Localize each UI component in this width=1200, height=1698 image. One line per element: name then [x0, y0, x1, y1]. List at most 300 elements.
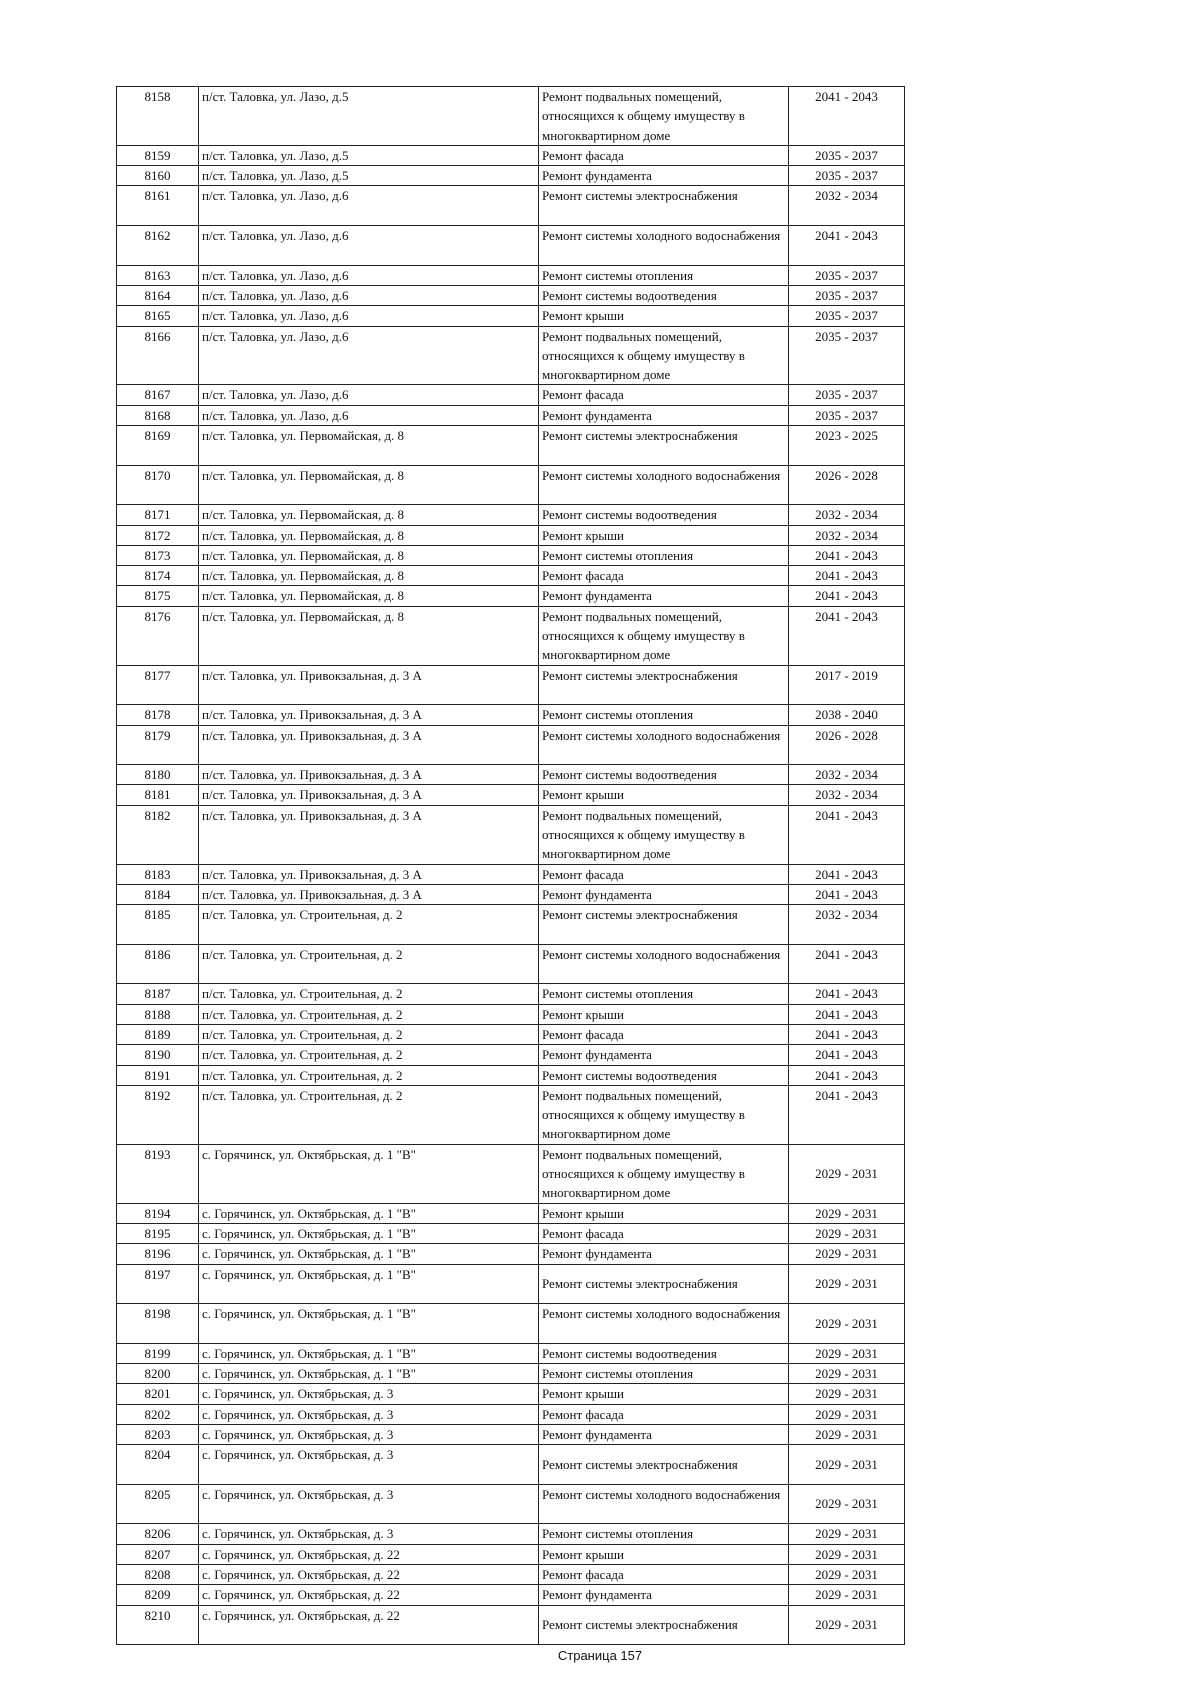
period-cell — [789, 884, 905, 904]
work-type-cell-text: Ремонт системы электроснабжения — [542, 1456, 738, 1472]
period-cell — [789, 265, 905, 285]
work-type-cell — [539, 505, 789, 525]
address-cell — [199, 586, 539, 606]
row-number-cell-text: 8170 — [144, 467, 171, 483]
address-cell-text: п/ст. Таловка, ул. Лазо, д.6 — [202, 407, 349, 423]
period-cell-text: 2041 - 2043 — [815, 89, 878, 104]
work-type-cell — [539, 1045, 789, 1065]
period-cell-text: 2023 - 2025 — [815, 428, 878, 444]
row-number-cell — [117, 884, 199, 904]
work-type-cell-text: Ремонт системы водоотведения — [542, 507, 717, 523]
row-number-cell — [117, 265, 199, 285]
work-type-cell — [539, 326, 789, 385]
row-number-cell — [117, 1384, 199, 1404]
period-cell-text: 2041 - 2043 — [815, 886, 878, 902]
address-cell-text: п/ст. Таловка, ул. Первомайская, д. 8 — [202, 428, 405, 444]
row-number-cell — [117, 805, 199, 864]
address-cell-text: с. Горячинск, ул. Октябрьская, д. 1 "В" — [202, 1146, 416, 1162]
address-cell-text: п/ст. Таловка, ул. Лазо, д.5 — [202, 168, 349, 184]
period-cell-text: 2035 - 2037 — [815, 387, 878, 403]
address-cell — [199, 326, 539, 385]
period-cell — [789, 385, 905, 405]
row-number-cell — [117, 186, 199, 226]
address-cell — [199, 1564, 539, 1584]
table-row — [117, 665, 905, 705]
period-cell-text: 2032 - 2034 — [815, 188, 878, 204]
table-row — [117, 944, 905, 984]
period-cell — [789, 1045, 905, 1065]
work-type-cell — [539, 586, 789, 606]
period-cell — [789, 1585, 905, 1605]
work-type-cell — [539, 1144, 789, 1203]
table-row — [117, 87, 905, 146]
address-cell — [199, 905, 539, 945]
row-number-cell — [117, 1264, 199, 1304]
work-type-cell-text: Ремонт фасада — [542, 1406, 624, 1422]
row-number-cell — [117, 226, 199, 266]
row-number-cell-text: 8177 — [144, 667, 171, 683]
row-number-cell-text: 8173 — [144, 547, 171, 563]
address-cell — [199, 1484, 539, 1524]
work-type-cell-text: Ремонт системы водоотведения — [542, 1067, 717, 1083]
period-cell — [789, 1085, 905, 1144]
work-type-cell — [539, 566, 789, 586]
table-row — [117, 1065, 905, 1085]
period-cell — [789, 1244, 905, 1264]
row-number-cell — [117, 725, 199, 765]
address-cell — [199, 525, 539, 545]
row-number-cell — [117, 1605, 199, 1645]
work-type-cell-text: Ремонт системы холодного водоснабжения — [542, 1306, 781, 1322]
row-number-cell — [117, 1223, 199, 1243]
table-row — [117, 705, 905, 725]
work-type-cell-text: Ремонт фасада — [542, 1026, 624, 1042]
address-cell-text: с. Горячинск, ул. Октябрьская, д. 22 — [202, 1546, 400, 1562]
row-number-cell — [117, 385, 199, 405]
address-cell — [199, 765, 539, 785]
address-cell-text: п/ст. Таловка, ул. Привокзальная, д. 3 А — [202, 787, 422, 803]
address-cell-text: с. Горячинск, ул. Октябрьская, д. 3 — [202, 1447, 394, 1463]
row-number-cell — [117, 405, 199, 425]
table-row — [117, 606, 905, 665]
period-cell — [789, 905, 905, 945]
row-number-cell-text: 8163 — [144, 267, 171, 283]
address-cell — [199, 944, 539, 984]
work-type-cell-text: Ремонт системы электроснабжения — [542, 188, 738, 204]
work-type-cell — [539, 1564, 789, 1584]
period-cell — [789, 665, 905, 705]
work-type-cell-text: Ремонт фасада — [542, 568, 624, 584]
work-type-cell-text: Ремонт системы холодного водоснабжения — [542, 727, 781, 743]
address-cell — [199, 606, 539, 665]
row-number-cell-text: 8160 — [144, 168, 171, 184]
work-type-cell — [539, 1203, 789, 1223]
address-cell — [199, 1004, 539, 1024]
address-cell-text: п/ст. Таловка, ул. Строительная, д. 2 — [202, 1087, 403, 1103]
work-type-cell — [539, 1384, 789, 1404]
row-number-cell — [117, 1364, 199, 1384]
address-cell — [199, 1024, 539, 1044]
work-type-cell — [539, 1524, 789, 1544]
row-number-cell-text: 8174 — [144, 568, 171, 584]
address-cell — [199, 566, 539, 586]
work-type-cell-text: Ремонт фундамента — [542, 1047, 652, 1063]
row-number-cell — [117, 984, 199, 1004]
period-cell-text: 2029 - 2031 — [815, 1205, 878, 1221]
address-cell — [199, 1045, 539, 1065]
row-number-cell-text: 8178 — [144, 707, 171, 723]
work-type-cell — [539, 1404, 789, 1424]
work-type-cell — [539, 1244, 789, 1264]
address-cell — [199, 1364, 539, 1384]
period-cell — [789, 1445, 905, 1485]
row-number-cell-text: 8206 — [144, 1526, 171, 1542]
row-number-cell-text: 8189 — [144, 1026, 171, 1042]
address-cell — [199, 505, 539, 525]
address-cell — [199, 785, 539, 805]
table-row — [117, 1343, 905, 1363]
row-number-cell-text: 8179 — [144, 727, 171, 743]
row-number-cell-text: 8161 — [144, 188, 171, 204]
address-cell-text: п/ст. Таловка, ул. Строительная, д. 2 — [202, 986, 403, 1002]
table-row — [117, 905, 905, 945]
period-cell — [789, 705, 905, 725]
work-type-cell — [539, 785, 789, 805]
work-type-cell — [539, 385, 789, 405]
period-cell-text: 2029 - 2031 — [815, 1166, 878, 1182]
work-type-cell-text: Ремонт фасада — [542, 147, 624, 163]
period-cell — [789, 1364, 905, 1384]
table-row — [117, 265, 905, 285]
address-cell-text: с. Горячинск, ул. Октябрьская, д. 22 — [202, 1566, 400, 1582]
work-type-cell-text: Ремонт системы отопления — [542, 1366, 694, 1381]
work-type-cell-text: Ремонт подвальных помещений, относящихся к общему имуществу в многоквартирном доме — [542, 1146, 745, 1201]
row-number-cell — [117, 1244, 199, 1264]
address-cell — [199, 1304, 539, 1344]
period-cell-text: 2029 - 2031 — [815, 1546, 878, 1562]
table-row — [117, 1445, 905, 1485]
row-number-cell-text: 8185 — [144, 907, 171, 923]
row-number-cell-text: 8166 — [144, 328, 171, 344]
row-number-cell-text: 8180 — [144, 767, 171, 783]
work-type-cell — [539, 1484, 789, 1524]
work-type-cell-text: Ремонт подвальных помещений, относящихся к общему имуществу в многоквартирном доме — [542, 89, 745, 143]
address-cell-text: п/ст. Таловка, ул. Лазо, д.5 — [202, 147, 349, 163]
address-cell — [199, 665, 539, 705]
row-number-cell-text: 8207 — [144, 1546, 171, 1562]
address-cell-text: с. Горячинск, ул. Октябрьская, д. 3 — [202, 1406, 394, 1422]
address-cell-text: п/ст. Таловка, ул. Привокзальная, д. 3 А — [202, 667, 422, 683]
row-number-cell-text: 8187 — [144, 986, 171, 1002]
row-number-cell-text: 8169 — [144, 428, 171, 444]
work-type-cell — [539, 1304, 789, 1344]
work-type-cell-text: Ремонт системы электроснабжения — [542, 1276, 738, 1292]
row-number-cell-text: 8208 — [144, 1566, 171, 1582]
period-cell-text: 2041 - 2043 — [815, 1067, 878, 1083]
address-cell-text: п/ст. Таловка, ул. Строительная, д. 2 — [202, 1047, 403, 1063]
work-type-cell — [539, 405, 789, 425]
period-cell-text: 2029 - 2031 — [815, 1456, 878, 1472]
row-number-cell-text: 8176 — [144, 608, 171, 624]
row-number-cell — [117, 326, 199, 385]
work-type-cell-text: Ремонт фундамента — [542, 168, 652, 184]
period-cell-text: 2041 - 2043 — [815, 1047, 878, 1063]
address-cell-text: п/ст. Таловка, ул. Лазо, д.6 — [202, 387, 349, 403]
address-cell-text: п/ст. Таловка, ул. Привокзальная, д. 3 А — [202, 727, 422, 743]
table-row — [117, 1264, 905, 1304]
period-cell — [789, 606, 905, 665]
row-number-cell — [117, 566, 199, 586]
period-cell-text: 2029 - 2031 — [815, 1315, 878, 1331]
row-number-cell — [117, 944, 199, 984]
address-cell — [199, 226, 539, 266]
period-cell-text: 2041 - 2043 — [815, 1087, 878, 1103]
address-cell-text: п/ст. Таловка, ул. Строительная, д. 2 — [202, 946, 403, 962]
period-cell — [789, 1404, 905, 1424]
address-cell-text: п/ст. Таловка, ул. Лазо, д.6 — [202, 267, 349, 283]
period-cell — [789, 984, 905, 1004]
address-cell-text: п/ст. Таловка, ул. Первомайская, д. 8 — [202, 608, 405, 624]
work-type-cell — [539, 665, 789, 705]
period-cell-text: 2032 - 2034 — [815, 507, 878, 523]
work-type-cell — [539, 1605, 789, 1645]
address-cell — [199, 265, 539, 285]
table-row — [117, 984, 905, 1004]
period-cell — [789, 1564, 905, 1584]
work-type-cell — [539, 145, 789, 165]
period-cell — [789, 1065, 905, 1085]
row-number-cell — [117, 1544, 199, 1564]
address-cell — [199, 385, 539, 405]
period-cell-text: 2035 - 2037 — [815, 267, 878, 283]
row-number-cell — [117, 1524, 199, 1544]
work-type-cell — [539, 705, 789, 725]
period-cell-text: 2029 - 2031 — [815, 1566, 878, 1582]
work-type-cell — [539, 1264, 789, 1304]
period-cell — [789, 1144, 905, 1203]
period-cell-text: 2032 - 2034 — [815, 527, 878, 543]
work-type-cell-text: Ремонт системы холодного водоснабжения — [542, 946, 781, 962]
row-number-cell-text: 8172 — [144, 527, 171, 543]
row-number-cell-text: 8193 — [144, 1146, 171, 1162]
work-type-cell-text: Ремонт системы электроснабжения — [542, 1617, 738, 1633]
table-row — [117, 1244, 905, 1264]
address-cell — [199, 87, 539, 146]
address-cell — [199, 984, 539, 1004]
period-cell — [789, 1424, 905, 1444]
work-type-cell-text: Ремонт крыши — [542, 1386, 624, 1402]
address-cell-text: п/ст. Таловка, ул. Лазо, д.6 — [202, 308, 349, 324]
address-cell — [199, 1144, 539, 1203]
period-cell — [789, 1484, 905, 1524]
table-row — [117, 1585, 905, 1605]
row-number-cell — [117, 505, 199, 525]
period-cell — [789, 725, 905, 765]
period-cell — [789, 87, 905, 146]
table-row — [117, 1203, 905, 1223]
row-number-cell-text: 8188 — [144, 1006, 171, 1022]
row-number-cell — [117, 87, 199, 146]
period-cell-text: 2035 - 2037 — [815, 287, 878, 303]
work-type-cell — [539, 285, 789, 305]
work-type-cell-text: Ремонт фасада — [542, 1225, 624, 1241]
period-cell-text: 2041 - 2043 — [815, 547, 878, 563]
work-type-cell-text: Ремонт системы холодного водоснабжения — [542, 1486, 781, 1502]
work-type-cell-text: Ремонт фасада — [542, 1566, 624, 1582]
work-type-cell — [539, 1343, 789, 1363]
period-cell-text: 2041 - 2043 — [815, 807, 878, 823]
address-cell — [199, 1085, 539, 1144]
table-row — [117, 1404, 905, 1424]
work-type-cell-text: Ремонт крыши — [542, 787, 624, 803]
work-type-cell — [539, 1445, 789, 1485]
row-number-cell — [117, 905, 199, 945]
work-type-cell — [539, 1024, 789, 1044]
row-number-cell-text: 8162 — [144, 228, 171, 244]
row-number-cell — [117, 1065, 199, 1085]
period-cell — [789, 186, 905, 226]
address-cell-text: п/ст. Таловка, ул. Строительная, д. 2 — [202, 1006, 403, 1022]
row-number-cell-text: 8194 — [144, 1205, 171, 1221]
period-cell — [789, 805, 905, 864]
table-row — [117, 884, 905, 904]
work-type-cell-text: Ремонт системы отопления — [542, 547, 694, 563]
work-type-cell — [539, 1085, 789, 1144]
work-type-cell — [539, 606, 789, 665]
work-type-cell — [539, 226, 789, 266]
work-type-cell-text: Ремонт фундамента — [542, 1426, 652, 1442]
address-cell — [199, 465, 539, 505]
period-cell-text: 2017 - 2019 — [815, 667, 878, 683]
row-number-cell — [117, 1024, 199, 1044]
table-row — [117, 1304, 905, 1344]
address-cell — [199, 1223, 539, 1243]
period-cell-text: 2038 - 2040 — [815, 707, 878, 723]
row-number-cell-text: 8191 — [144, 1067, 171, 1083]
row-number-cell — [117, 1343, 199, 1363]
address-cell-text: с. Горячинск, ул. Октябрьская, д. 1 "В" — [202, 1266, 416, 1282]
period-cell — [789, 944, 905, 984]
address-cell — [199, 405, 539, 425]
period-cell — [789, 566, 905, 586]
period-cell — [789, 765, 905, 785]
period-cell — [789, 545, 905, 565]
address-cell-text: с. Горячинск, ул. Октябрьская, д. 3 — [202, 1426, 394, 1442]
period-cell-text: 2032 - 2034 — [815, 767, 878, 783]
work-type-cell-text: Ремонт крыши — [542, 1006, 624, 1022]
row-number-cell — [117, 1144, 199, 1203]
period-cell-text: 2029 - 2031 — [815, 1496, 878, 1512]
row-number-cell-text: 8184 — [144, 886, 171, 902]
period-cell-text: 2041 - 2043 — [815, 228, 878, 244]
address-cell — [199, 1264, 539, 1304]
period-cell-text: 2029 - 2031 — [815, 1345, 878, 1361]
address-cell-text: п/ст. Таловка, ул. Лазо, д.6 — [202, 328, 349, 344]
work-type-cell — [539, 166, 789, 186]
row-number-cell-text: 8200 — [144, 1366, 171, 1381]
row-number-cell — [117, 306, 199, 326]
period-cell-text: 2041 - 2043 — [815, 866, 878, 882]
work-type-cell-text: Ремонт системы водоотведения — [542, 767, 717, 783]
work-type-cell — [539, 765, 789, 785]
table-row — [117, 785, 905, 805]
period-cell-text: 2035 - 2037 — [815, 308, 878, 324]
address-cell-text: с. Горячинск, ул. Октябрьская, д. 22 — [202, 1587, 400, 1603]
address-cell-text: с. Горячинск, ул. Октябрьская, д. 1 "В" — [202, 1345, 416, 1361]
work-type-cell — [539, 525, 789, 545]
work-type-cell-text: Ремонт фасада — [542, 387, 624, 403]
work-type-cell — [539, 1364, 789, 1384]
address-cell — [199, 145, 539, 165]
row-number-cell-text: 8168 — [144, 407, 171, 423]
row-number-cell-text: 8186 — [144, 946, 171, 962]
address-cell-text: п/ст. Таловка, ул. Первомайская, д. 8 — [202, 568, 405, 584]
row-number-cell-text: 8204 — [144, 1447, 171, 1463]
period-cell-text: 2032 - 2034 — [815, 907, 878, 923]
row-number-cell-text: 8203 — [144, 1426, 171, 1442]
row-number-cell — [117, 1484, 199, 1524]
address-cell-text: п/ст. Таловка, ул. Строительная, д. 2 — [202, 907, 403, 923]
work-type-cell-text: Ремонт системы водоотведения — [542, 1345, 717, 1361]
address-cell-text: с. Горячинск, ул. Октябрьская, д. 1 "В" — [202, 1246, 416, 1262]
address-cell-text: п/ст. Таловка, ул. Лазо, д.6 — [202, 228, 349, 244]
table-row — [117, 166, 905, 186]
address-cell-text: п/ст. Таловка, ул. Первомайская, д. 8 — [202, 547, 405, 563]
work-type-cell-text: Ремонт подвальных помещений, относящихся к общему имуществу в многоквартирном доме — [542, 328, 745, 383]
address-cell-text: п/ст. Таловка, ул. Первомайская, д. 8 — [202, 588, 405, 604]
table-row — [117, 586, 905, 606]
period-cell — [789, 1264, 905, 1304]
period-cell-text: 2035 - 2037 — [815, 168, 878, 184]
period-cell-text: 2029 - 2031 — [815, 1276, 878, 1292]
address-cell-text: с. Горячинск, ул. Октябрьская, д. 3 — [202, 1526, 394, 1542]
period-cell — [789, 1343, 905, 1363]
row-number-cell-text: 8182 — [144, 807, 171, 823]
row-number-cell-text: 8192 — [144, 1087, 171, 1103]
table-row — [117, 285, 905, 305]
work-type-cell — [539, 1424, 789, 1444]
period-cell — [789, 1384, 905, 1404]
work-type-cell-text: Ремонт подвальных помещений, относящихся к общему имуществу в многоквартирном доме — [542, 807, 745, 862]
row-number-cell — [117, 785, 199, 805]
table-row — [117, 505, 905, 525]
row-number-cell-text: 8210 — [144, 1607, 171, 1623]
period-cell-text: 2029 - 2031 — [815, 1406, 878, 1422]
row-number-cell — [117, 765, 199, 785]
address-cell — [199, 884, 539, 904]
row-number-cell-text: 8171 — [144, 507, 171, 523]
address-cell-text: п/ст. Таловка, ул. Привокзальная, д. 3 А — [202, 866, 422, 882]
table-row — [117, 525, 905, 545]
row-number-cell-text: 8202 — [144, 1406, 171, 1422]
address-cell — [199, 1605, 539, 1645]
period-cell-text: 2041 - 2043 — [815, 608, 878, 624]
work-type-cell-text: Ремонт системы отопления — [542, 707, 694, 723]
row-number-cell — [117, 166, 199, 186]
period-cell — [789, 226, 905, 266]
work-type-cell — [539, 545, 789, 565]
table-row — [117, 465, 905, 505]
row-number-cell — [117, 1424, 199, 1444]
period-cell-text: 2029 - 2031 — [815, 1246, 878, 1262]
address-cell-text: п/ст. Таловка, ул. Привокзальная, д. 3 А — [202, 707, 422, 723]
row-number-cell-text: 8209 — [144, 1587, 171, 1603]
row-number-cell-text: 8205 — [144, 1486, 171, 1502]
table-row — [117, 1024, 905, 1044]
address-cell-text: п/ст. Таловка, ул. Первомайская, д. 8 — [202, 467, 405, 483]
address-cell-text: с. Горячинск, ул. Октябрьская, д. 1 "В" — [202, 1225, 416, 1241]
address-cell-text: с. Горячинск, ул. Октябрьская, д. 1 "В" — [202, 1366, 416, 1381]
